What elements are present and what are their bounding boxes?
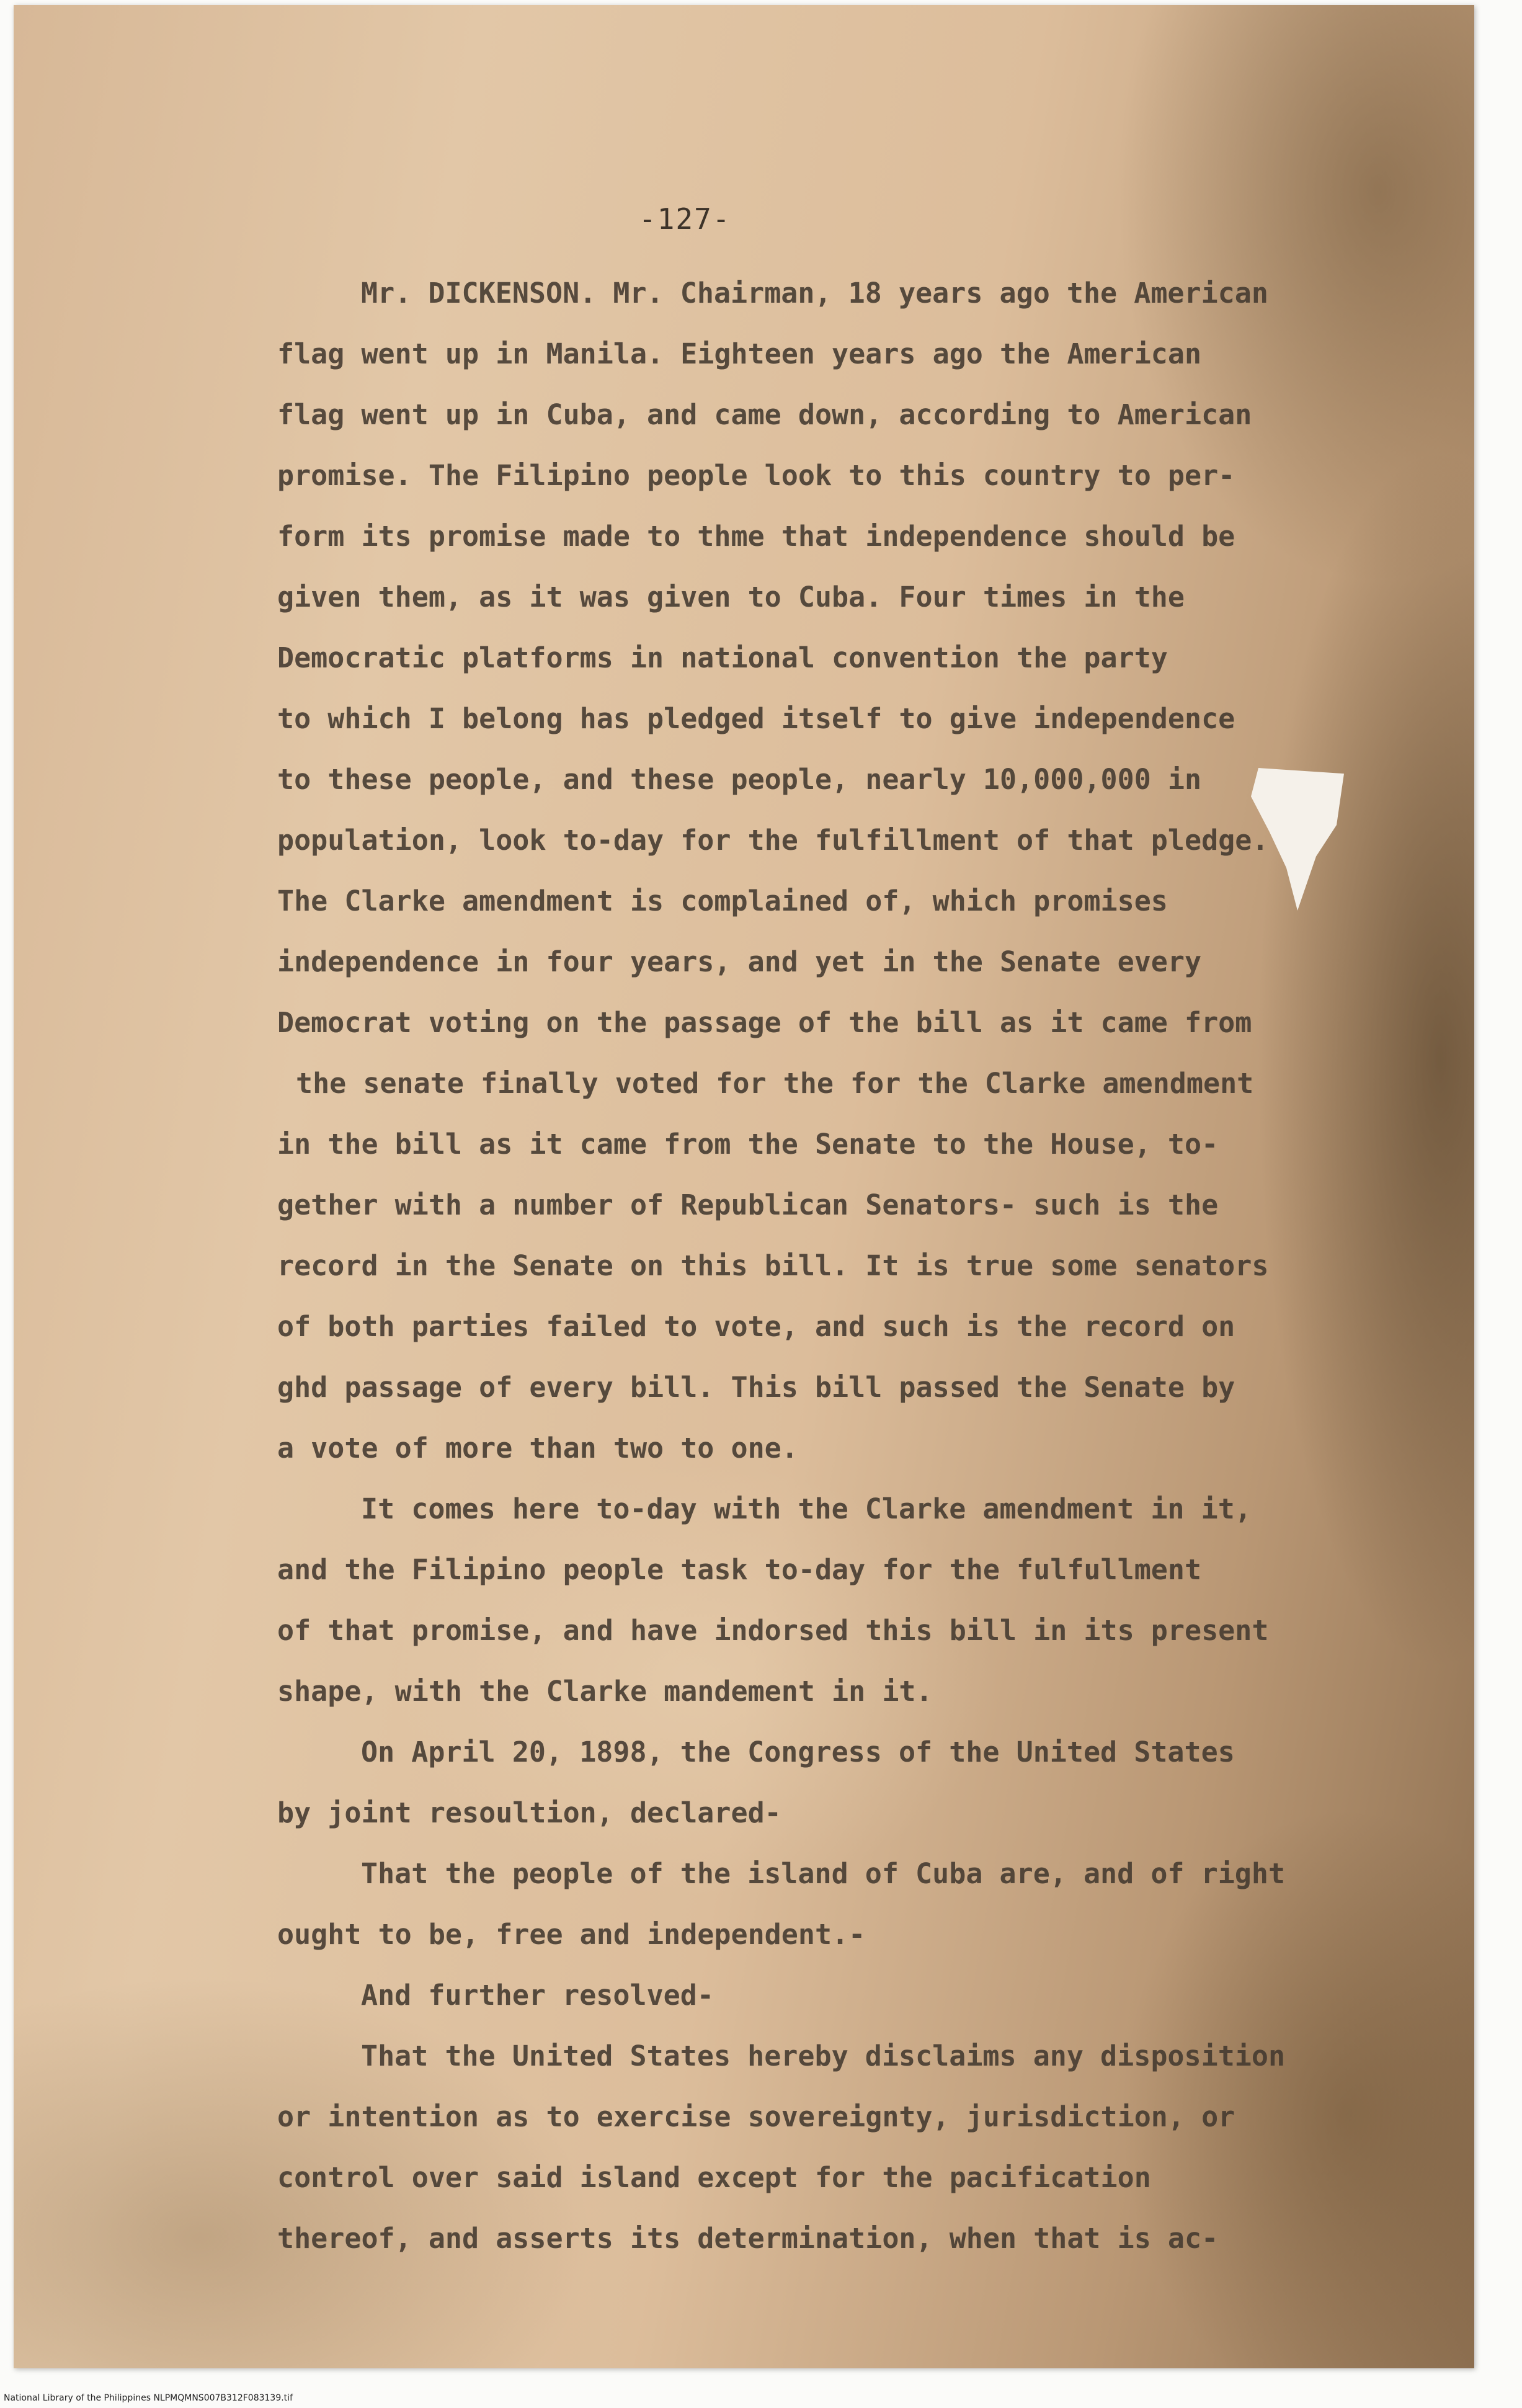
text-line: record in the Senate on this bill. It is true some senators [277, 1249, 1269, 1282]
text-line: The Clarke amendment is complained of, which promises [277, 885, 1168, 917]
text-line: Democrat voting on the passage of the bill as it came from [277, 1006, 1252, 1039]
text-line: a vote of more than two to one. [277, 1432, 798, 1465]
document-page [14, 5, 1474, 2368]
text-line: control over said island except for the pacification [277, 2161, 1151, 2194]
text-line: in the bill as it came from the Senate to the House, to- [277, 1128, 1219, 1161]
text-line: Mr. DICKENSON. Mr. Chairman, 18 years ago the American [361, 277, 1268, 310]
text-line: flag went up in Manila. Eighteen years ago the American [277, 337, 1202, 370]
text-line: shape, with the Clarke mandement in it. [277, 1675, 933, 1708]
text-line: promise. The Filipino people look to this country to per- [277, 459, 1235, 492]
text-line: ghd passage of every bill. This bill passed the Senate by [277, 1371, 1235, 1404]
text-line: to which I belong has pledged itself to give independence [277, 702, 1235, 735]
text-line: and the Filipino people task to-day for the fulfullment [277, 1553, 1202, 1586]
text-line: On April 20, 1898, the Congress of the United States [361, 1736, 1235, 1768]
text-line: Democratic platforms in national convention the party [277, 641, 1168, 674]
archive-footer: National Library of the Philippines NLPMQMNS007B312F083139.tif [4, 2393, 293, 2403]
text-line: given them, as it was given to Cuba. Four times in the [277, 581, 1185, 613]
text-line: That the United States hereby disclaims any disposition [361, 2040, 1286, 2072]
text-line: by joint resoultion, declared- [277, 1796, 781, 1829]
text-line: thereof, and asserts its determination, when that is ac- [277, 2222, 1219, 2255]
text-line: of that promise, and have indorsed this bill in its present [277, 1614, 1269, 1647]
text-line: ought to be, free and independent.- [277, 1918, 866, 1951]
text-line: or intention as to exercise sovereignty, jurisdiction, or [277, 2100, 1235, 2133]
text-line: population, look to-day for the fulfillment of that pledge. [277, 824, 1269, 857]
text-line: of both parties failed to vote, and such is the record on [277, 1310, 1235, 1343]
text-line: form its promise made to thme that independence should be [277, 520, 1235, 553]
text-line: to these people, and these people, nearly 10,000,000 in [277, 763, 1202, 796]
text-line: And further resolved- [361, 1979, 714, 2012]
text-line: gether with a number of Republican Senators- such is the [277, 1188, 1219, 1221]
text-line: That the people of the island of Cuba are, and of right [361, 1857, 1286, 1890]
page-number: -127- [639, 202, 731, 236]
text-line: flag went up in Cuba, and came down, according to American [277, 398, 1252, 431]
text-line: It comes here to-day with the Clarke amendment in it, [361, 1492, 1252, 1525]
text-line: the senate finally voted for the for the Clarke amendment [296, 1067, 1254, 1100]
text-line: independence in four years, and yet in the Senate every [277, 945, 1202, 978]
